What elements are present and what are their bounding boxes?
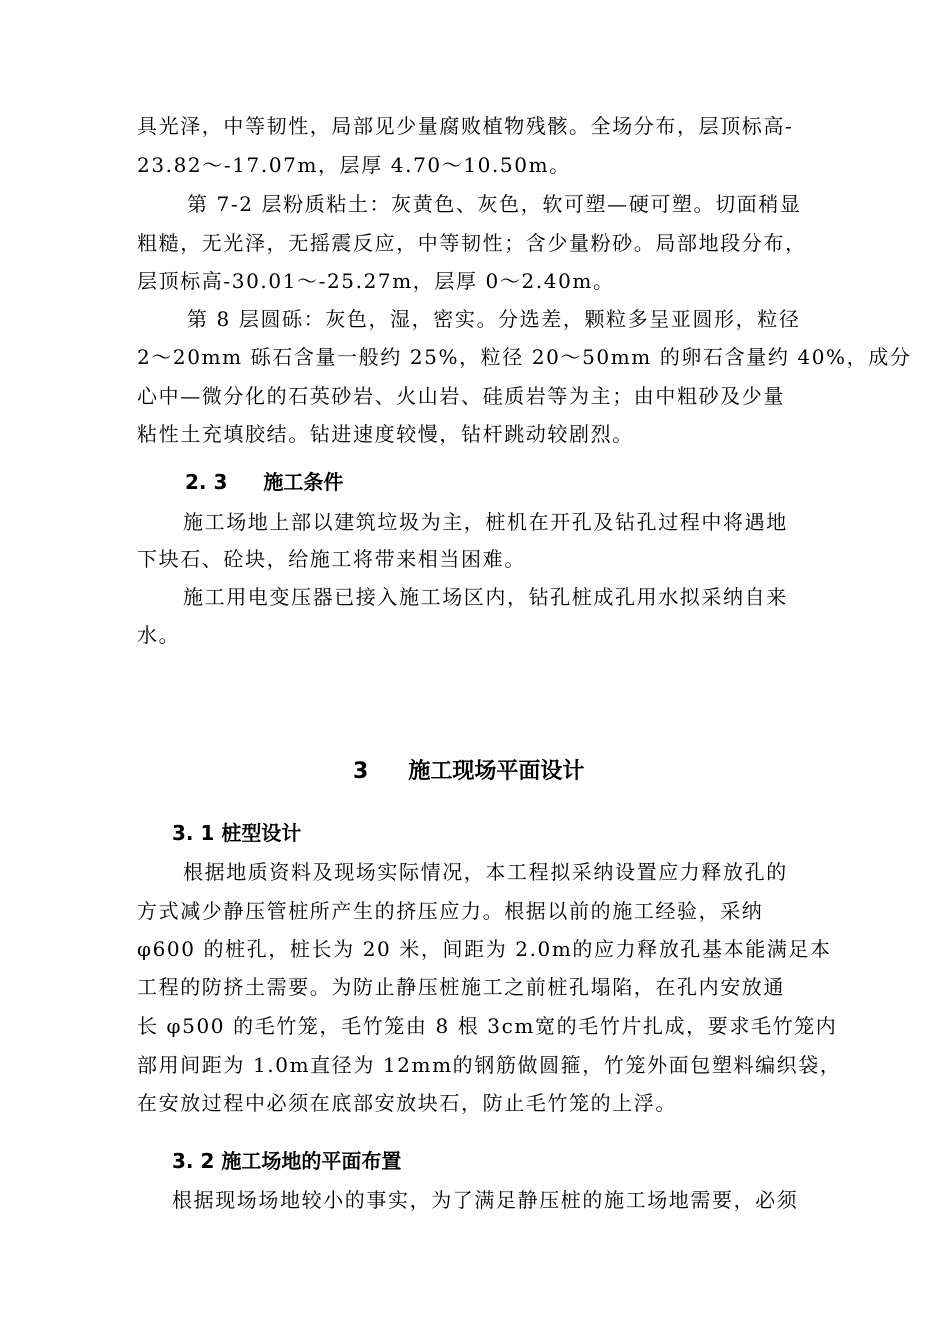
text-line: 层顶标高-30.01～-25.27m，层厚 0～2.40m。 (137, 269, 615, 293)
text-line: 具光泽，中等韧性，局部见少量腐败植物残骸。全场分布，层顶标高- (137, 114, 794, 138)
chapter-title: 施工现场平面设计 (408, 759, 585, 784)
text-line: 长 φ500 的毛竹笼，毛竹笼由 8 根 3cm宽的毛竹片扎成，要求毛竹笼内 (137, 1014, 838, 1038)
text-line: 粗糙，无光泽，无摇震反应，中等韧性；含少量粉砂。局部地段分布， (137, 231, 807, 255)
section-number: 2. 3 (185, 470, 228, 494)
section-title: 施工条件 (263, 470, 344, 494)
section-heading-3-2: 3. 2 施工场地的平面布置 (172, 1149, 402, 1173)
text-line: 部用间距为 1.0m直径为 12mm的钢筋做圆箍，竹笼外面包塑料编织袋， (137, 1053, 842, 1077)
text-line: 下块石、砼块，给施工将带来相当困难。 (137, 547, 526, 571)
text-line: 2～20mm 砾石含量一般约 25%，粒径 20～50mm 的卵石含量约 40%，成分 (137, 345, 912, 369)
section-heading-3-1: 3. 1 桩型设计 (172, 821, 302, 845)
text-line: 第 8 层圆砾：灰色，湿，密实。分选差，颗粒多呈亚圆形，粒径 (187, 307, 801, 331)
text-line: 在安放过程中必须在底部安放块石，防止毛竹笼的上浮。 (137, 1091, 677, 1115)
text-line: φ600 的桩孔，桩长为 20 米，间距为 2.0m的应力释放孔基本能满足本 (137, 937, 832, 961)
chapter-number: 3 (353, 759, 369, 784)
text-line: 第 7-2 层粉质粘土：灰黄色、灰色，软可塑—硬可塑。切面稍显 (187, 192, 802, 216)
text-line: 工程的防挤土需要。为防止静压桩施工之前桩孔塌陷，在孔内安放通 (137, 975, 785, 999)
text-line: 水。 (137, 623, 181, 647)
text-line: 23.82～-17.07m，层厚 4.70～10.50m。 (137, 153, 571, 177)
section-heading-2-3 (185, 469, 343, 495)
text-line: 方式减少静压管桩所产生的挤压应力。根据以前的施工经验，采纳 (137, 899, 764, 923)
text-line: 施工用电变压器已接入施工场区内，钻孔桩成孔用水拟采纳自来 (183, 585, 788, 609)
text-line: 根据地质资料及现场实际情况，本工程拟采纳设置应力释放孔的 (183, 860, 788, 884)
text-line: 施工场地上部以建筑垃圾为主，桩机在开孔及钻孔过程中将遇地 (183, 510, 788, 534)
text-line: 心中—微分化的石英砂岩、火山岩、硅质岩等为主；由中粗砂及少量 (137, 384, 785, 408)
text-line: 粘性土充填胶结。钻进速度较慢，钻杆跳动较剧烈。 (137, 422, 634, 446)
chapter-heading-3 (353, 758, 584, 786)
text-line: 根据现场场地较小的事实，为了满足静压桩的施工场地需要，必须 (172, 1188, 799, 1212)
